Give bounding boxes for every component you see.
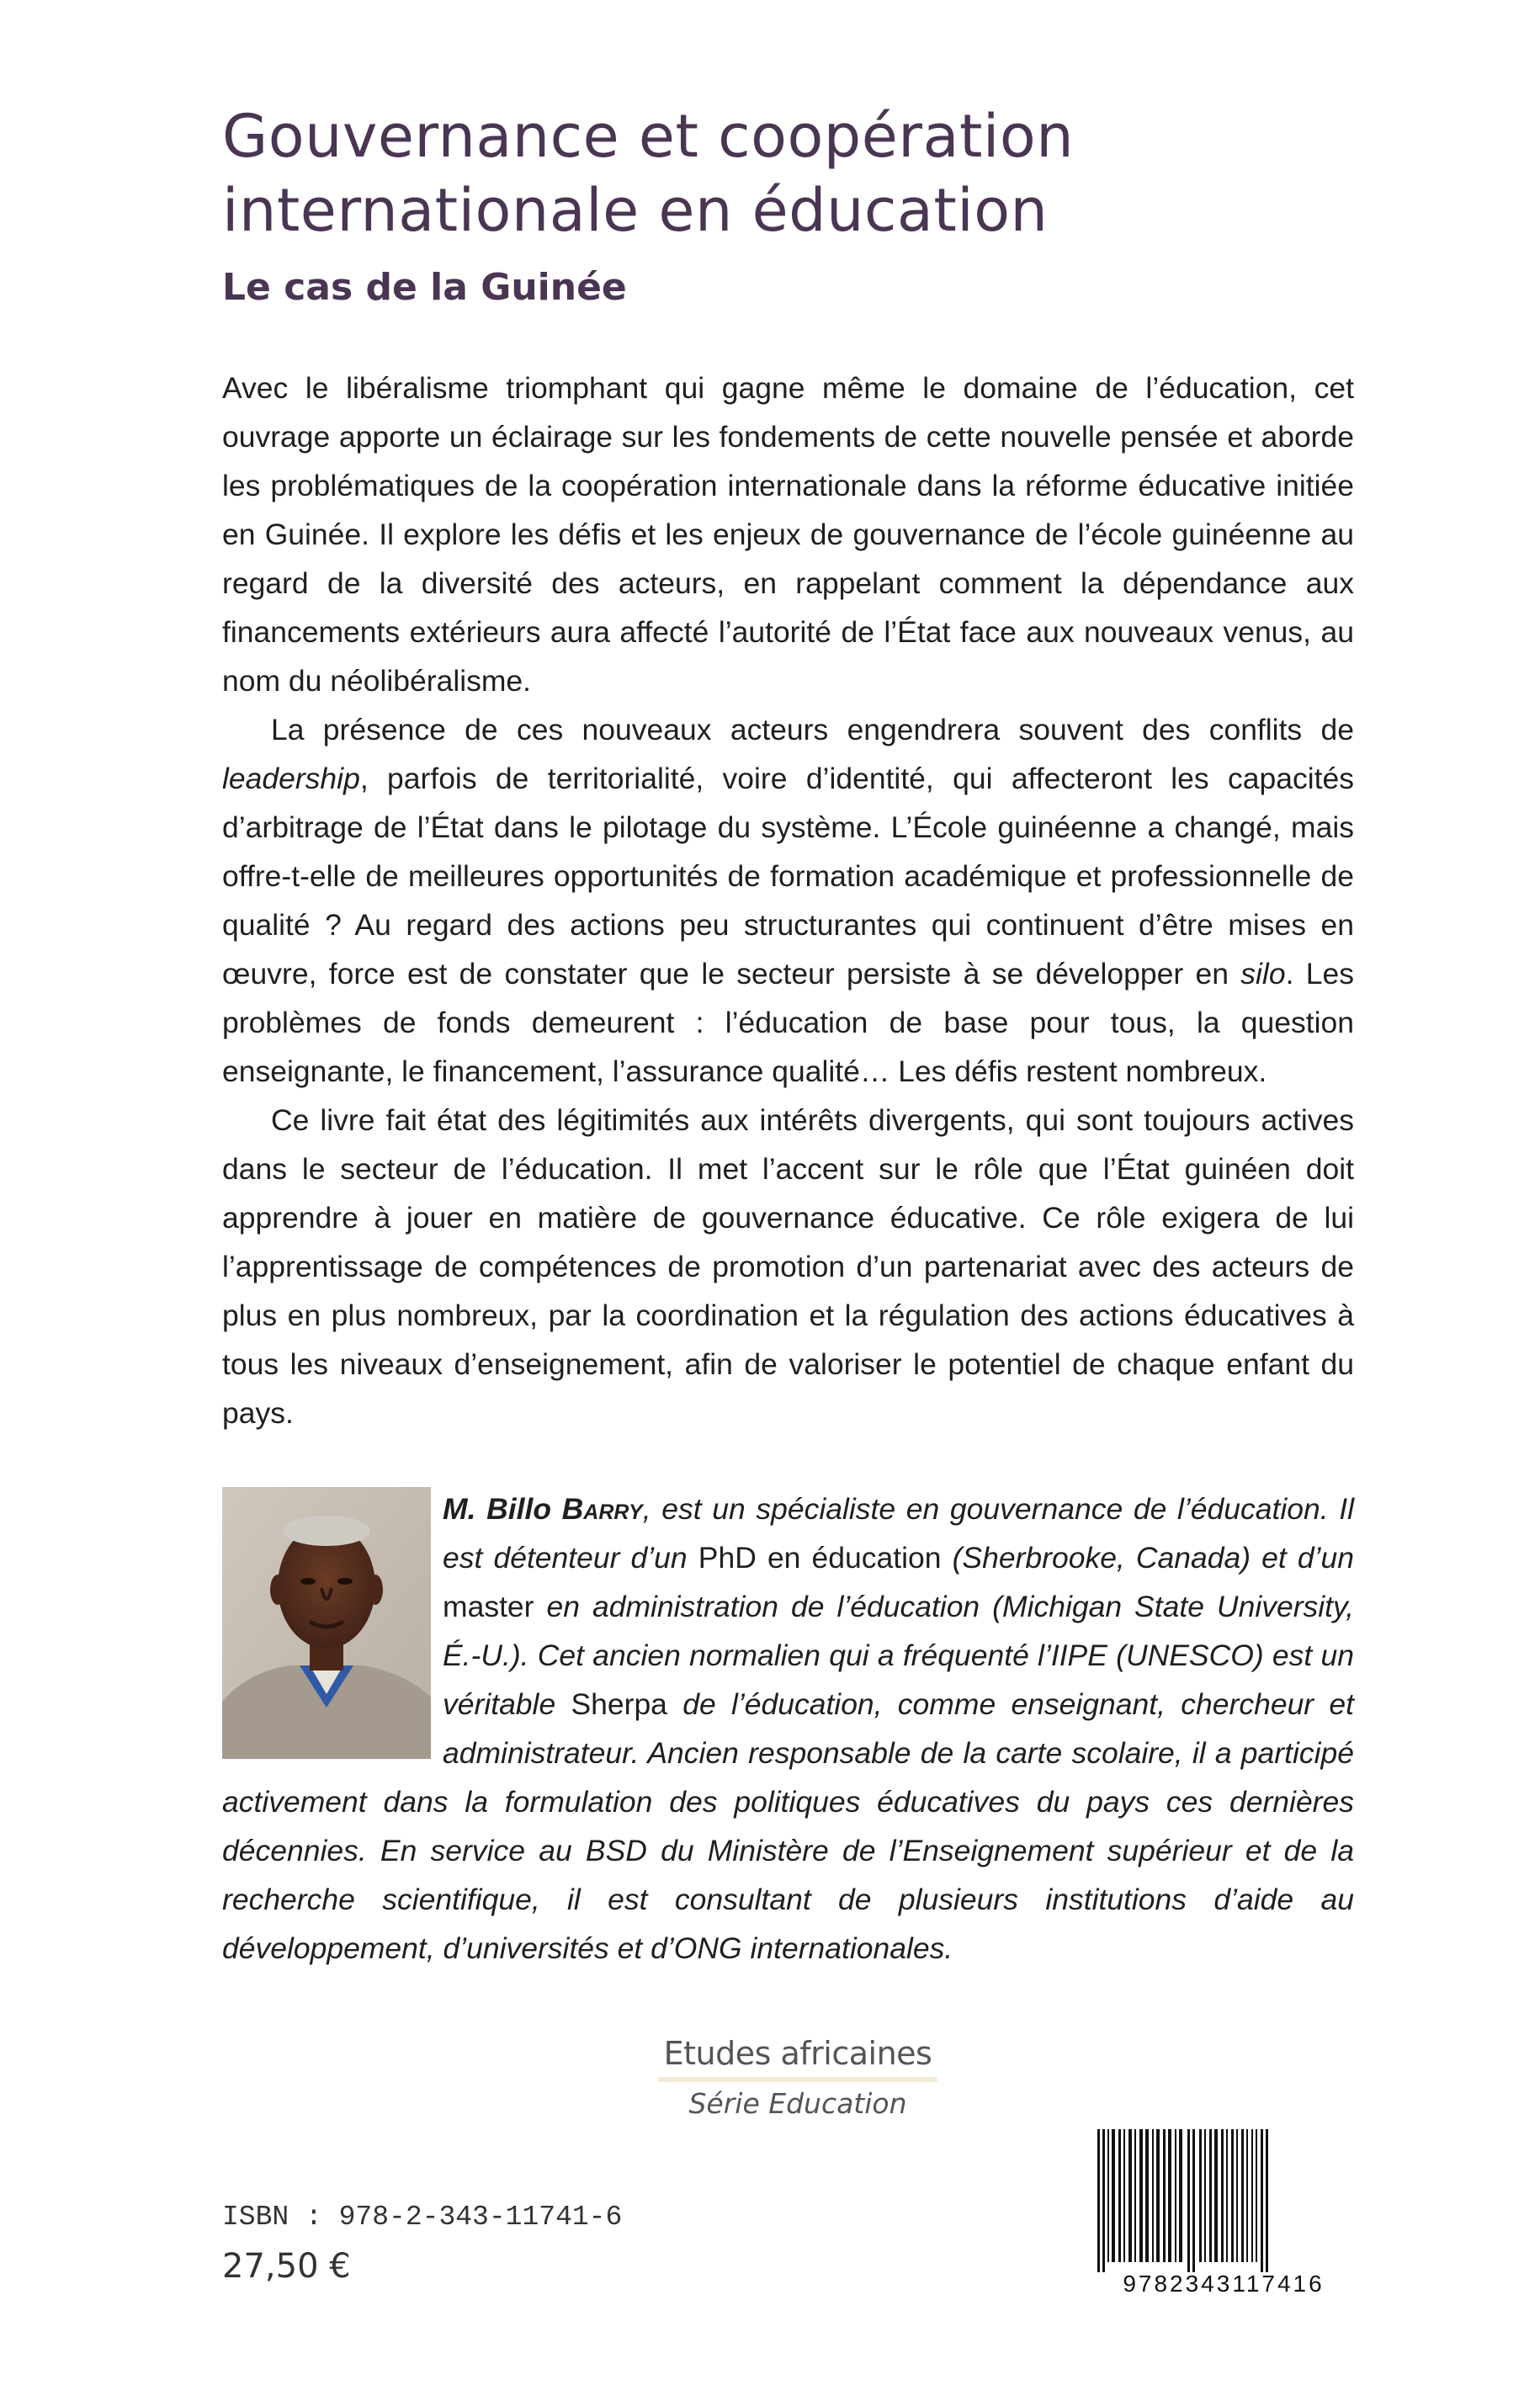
barcode-bar	[1226, 2129, 1228, 2262]
bio-part-3: en éducation	[756, 1541, 953, 1575]
author-name-last: Barry	[561, 1492, 643, 1526]
barcode-bar	[1175, 2129, 1176, 2262]
barcode-bars	[1091, 2129, 1357, 2272]
summary-paragraph-2	[222, 705, 1354, 1096]
series-name: Etudes africaines	[663, 2035, 932, 2072]
barcode-bar	[1107, 2129, 1109, 2262]
barcode-bar	[1214, 2129, 1218, 2262]
barcode-bar	[1179, 2129, 1182, 2262]
bio-part-8: de l’éducation, comme enseignant, chercheur et administrateur. Ancien responsable de la carte scolaire, il a participé activement dans la formulation des politiques éducatives du pays ces dernières décennies. En service au BSD du Ministère de l’Enseignement supérieur et de la recherche scientifique, il est consultant de plusieurs institutions d’aide au développement, d’universités et d’ONG internationales.	[222, 1687, 1354, 1965]
barcode-bar	[1256, 2129, 1257, 2262]
book-subtitle: Le cas de la Guinée	[222, 266, 627, 309]
price: 27,50 €	[222, 2247, 351, 2286]
barcode-bar	[1097, 2129, 1100, 2272]
barcode-bar	[1246, 2129, 1248, 2262]
series-divider	[658, 2077, 937, 2082]
barcode-bar	[1266, 2129, 1268, 2272]
barcode-bar	[1118, 2129, 1121, 2262]
barcode-bar	[1241, 2129, 1244, 2262]
barcode-bar	[1187, 2129, 1190, 2272]
barcode-bar	[1236, 2129, 1238, 2262]
summary-p2-leadership: leadership	[222, 762, 360, 795]
summary-paragraph-3: Ce livre fait état des légitimités aux intérêts divergents, qui sont toujours actives dans le secteur de l’éducation. Il met l’accent sur le rôle que l’État guinéen doit apprendre à jouer en matière de gouvernance éducative. Ce rôle exigera de lui l’apprentissage de compétences de promotion d’un partenariat avec des acteurs de plus en plus nombreux, par la coordination et la régulation des actions éducatives à tous les niveaux d’enseignement, afin de valoriser le potentiel de chaque enfant du pays.	[222, 1103, 1354, 1430]
summary-paragraph-1: Avec le libéralisme triomphant qui gagne même le domaine de l’éducation, cet ouvrage apporte un éclairage sur les fondements de cette nouvelle pensée et aborde les problématiques de la coopération internationale dans la réforme éducative initiée en Guinée. Il explore les défis et les enjeux de gouvernance de l’école guinéenne au regard de la diversité des acteurs, en rappelant comment la dépendance aux financements extérieurs aura affecté l’autorité de l’État face aux nouveaux venus, au nom du néolibéralisme.	[222, 371, 1354, 698]
barcode-bar	[1123, 2129, 1125, 2262]
author-portrait-image	[222, 1487, 431, 1759]
isbn: ISBN : 978-2-343-11741-6	[222, 2202, 623, 2233]
bio-part-2: PhD	[698, 1541, 757, 1575]
barcode-bar	[1199, 2129, 1202, 2262]
bio-part-4: (Sherbrooke, Canada) et d’un	[952, 1541, 1354, 1575]
barcode-bar	[1134, 2129, 1136, 2262]
barcode-bar	[1251, 2129, 1253, 2262]
barcode-bar	[1128, 2129, 1132, 2262]
barcode-bar	[1231, 2129, 1234, 2262]
barcode-bar	[1192, 2129, 1195, 2272]
author-name-first: M. Billo	[443, 1492, 562, 1526]
barcode-bar	[1156, 2129, 1160, 2262]
barcode-bar	[1261, 2129, 1263, 2272]
bio-part-5: master	[443, 1590, 547, 1623]
barcode-bar	[1204, 2129, 1206, 2262]
book-title: Gouvernance et coopération internationale en éducation	[222, 102, 1075, 245]
barcode-bar	[1163, 2129, 1166, 2262]
series-logo	[655, 2035, 941, 2120]
bio-part-1: , est un spécialiste en gouvernance de l’éducation. Il est détenteur d’un	[443, 1492, 1355, 1575]
barcode-bar	[1145, 2129, 1149, 2262]
bio-part-6: en administration de l’éducation (Michigan State University, É.-U.). Cet ancien normalien qui a fréquenté l’IIPE (UNESCO) est un véritable	[443, 1590, 1354, 1721]
series-subtitle: Série Education	[688, 2087, 907, 2120]
summary-p2-part-a: La présence de ces nouveaux acteurs engendrera souvent des conflits de	[271, 713, 1354, 746]
summary-p2-part-c: . Les problèmes de fonds demeurent : l’éducation de base pour tous, la question enseignante, le financement, l’assurance qualité… Les défis restent nombreux.	[222, 957, 1354, 1088]
barcode-bar	[1152, 2129, 1154, 2262]
summary-text	[222, 364, 1354, 1437]
barcode-bar	[1209, 2129, 1212, 2262]
barcode-bar	[1112, 2129, 1115, 2262]
summary-p2-silo: silo	[1240, 957, 1286, 991]
author-photo	[222, 1487, 431, 1759]
summary-p2-part-b: , parfois de territorialité, voire d’identité, qui affecteront les capacités d’arbitrage de l’État dans le pilotage du système. L’École guinéenne a changé, mais offre-t-elle de meilleures opportunités de formation académique et professionnelle de qualité ? Au regard des actions peu structurantes qui continuent d’être mises en œuvre, force est de constater que le secteur persiste à se développer en	[222, 762, 1354, 991]
barcode-bar	[1221, 2129, 1224, 2262]
barcode-bar	[1139, 2129, 1143, 2262]
bio-part-7: Sherpa	[571, 1687, 667, 1721]
barcode-bar	[1168, 2129, 1171, 2262]
barcode-bar	[1102, 2129, 1105, 2272]
barcode-digits: 9782343117416	[1123, 2271, 1325, 2297]
